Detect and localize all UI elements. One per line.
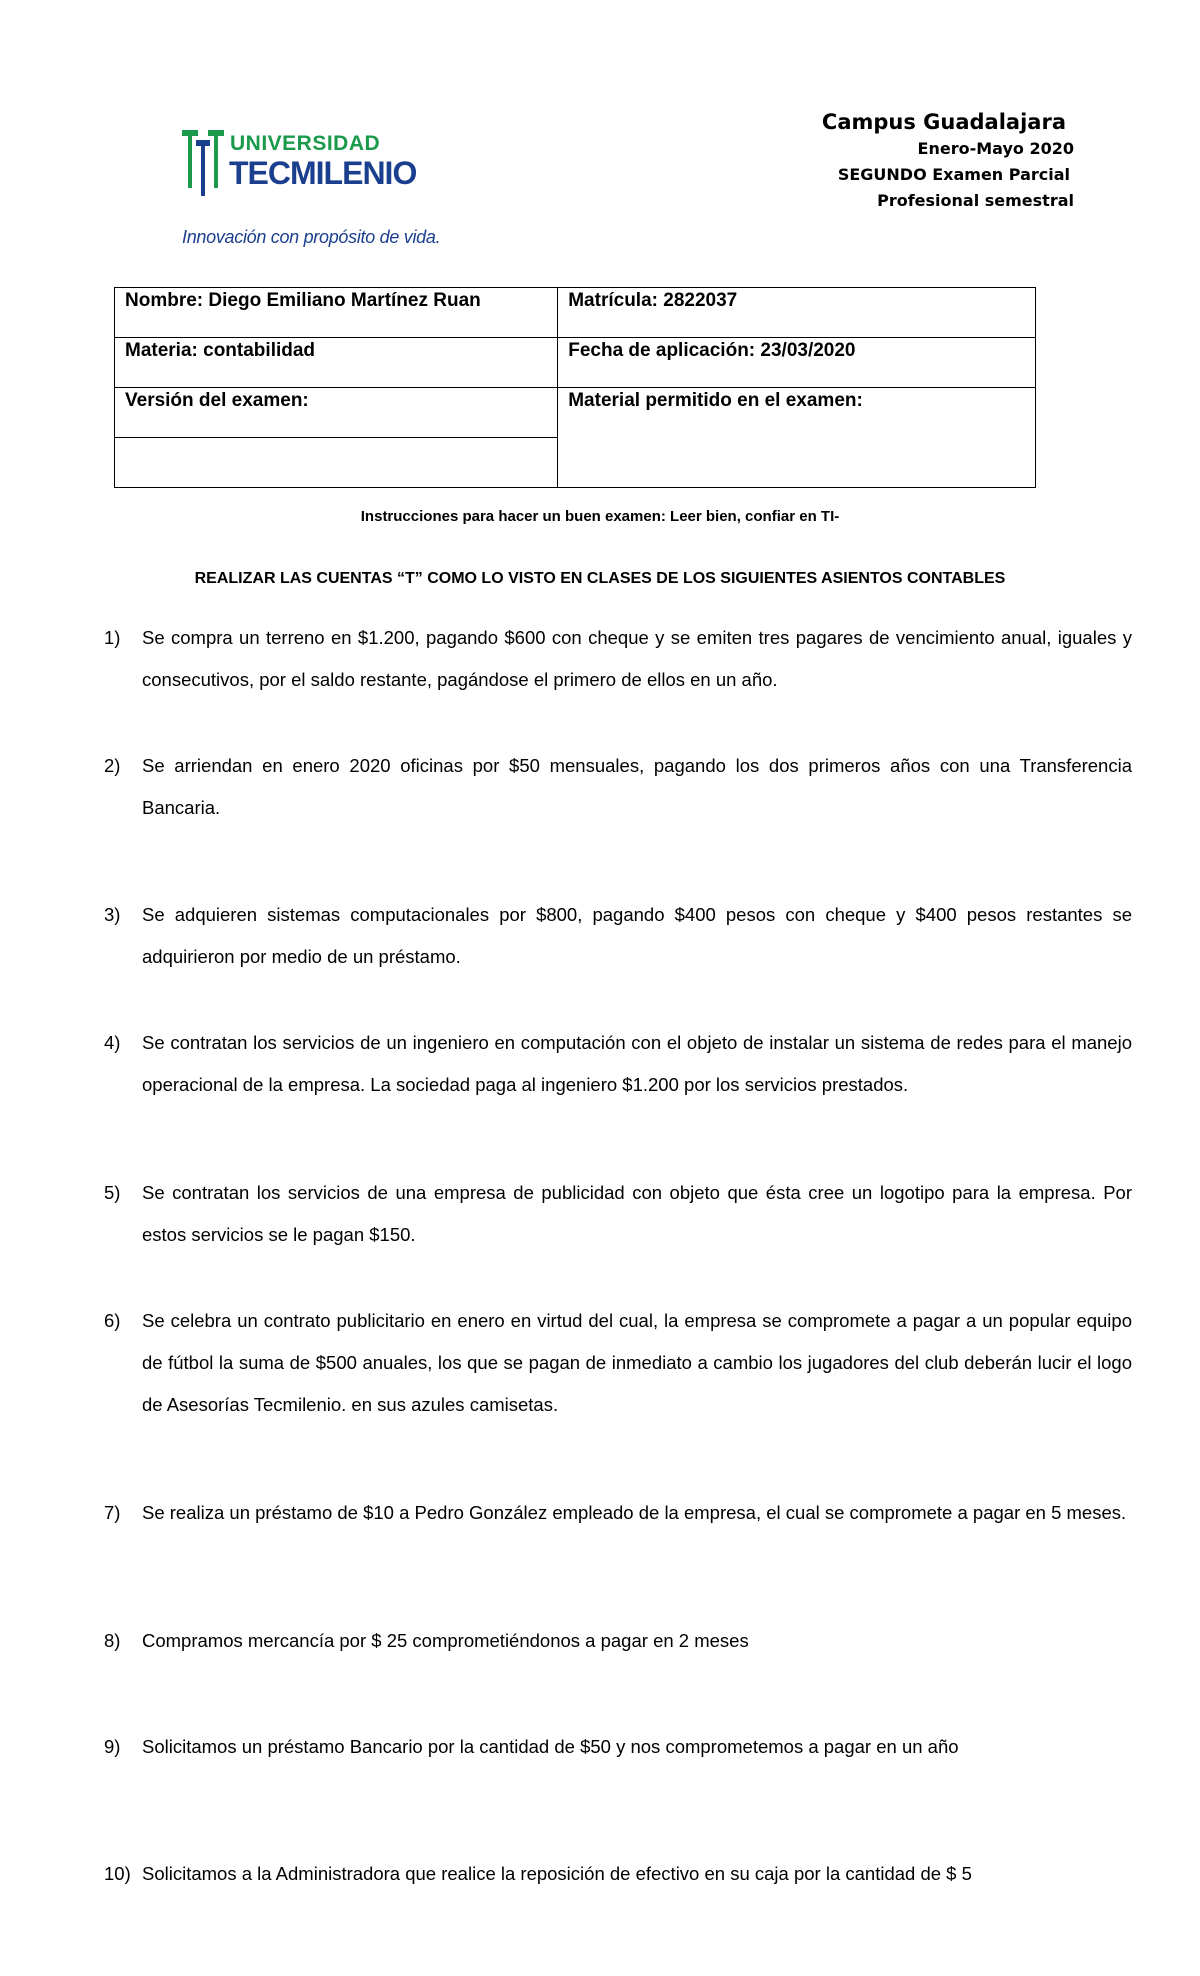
- subject-cell: Materia: contabilidad: [115, 338, 558, 388]
- student-name-cell: Nombre: Diego Emiliano Martínez Ruan: [115, 288, 558, 338]
- student-info-table: [114, 287, 1036, 488]
- item-text: Se realiza un préstamo de $10 a Pedro González empleado de la empresa, el cual se compromete a pagar en 5 meses.: [142, 1502, 1127, 1523]
- exam-header: [822, 108, 1074, 214]
- list-item: [104, 1492, 1132, 1534]
- item-number: 9): [104, 1736, 121, 1757]
- logo-text-tecmilenio: TECMILENIO: [229, 155, 417, 191]
- list-item: [104, 1300, 1132, 1426]
- item-number: 6): [104, 1310, 121, 1331]
- list-item: [104, 1853, 1132, 1895]
- campus-title: Campus Guadalajara: [821, 110, 1066, 134]
- exam-label: SEGUNDO Examen Parcial: [837, 165, 1070, 184]
- item-text: Se celebra un contrato publicitario en enero en virtud del cual, la empresa se compromete a pagar a un popular equipo de fútbol la suma de $500 anuales, los que se pagan de inmediato a cambio los jugadores del club deberán lucir el logo de Asesorías Tecmilenio. en sus azules camisetas.: [142, 1310, 1132, 1415]
- list-item: [104, 894, 1132, 978]
- tecmilenio-logo-icon: [180, 126, 226, 198]
- period-label: Enero-Mayo 2020: [917, 139, 1074, 158]
- list-item: [104, 1726, 1132, 1768]
- list-item: [104, 745, 1132, 829]
- item-text: Se contratan los servicios de un ingeniero en computación con el objeto de instalar un sistema de redes para el manejo operacional de la empresa. La sociedad paga al ingeniero $1.200 por los servicios prestados.: [142, 1032, 1132, 1095]
- item-text: Se contratan los servicios de una empresa de publicidad con objeto que ésta cree un logotipo para la empresa. Por estos servicios se le pagan $150.: [142, 1182, 1132, 1245]
- item-text: Solicitamos un préstamo Bancario por la cantidad de $50 y nos comprometemos a pagar en un año: [142, 1736, 959, 1757]
- program-label: Profesional semestral: [877, 191, 1074, 210]
- exam-version-value-cell[interactable]: [115, 438, 558, 488]
- section-heading: REALIZAR LAS CUENTAS “T” COMO LO VISTO EN CLASES DE LOS SIGUIENTES ASIENTOS CONTABLES: [194, 570, 1006, 587]
- university-logo: [180, 124, 441, 260]
- item-text: Se arriendan en enero 2020 oficinas por $50 mensuales, pagando los dos primeros años con una Transferencia Bancaria.: [142, 755, 1132, 818]
- item-number: 7): [104, 1502, 121, 1523]
- item-number: 8): [104, 1630, 121, 1651]
- list-item: [104, 1172, 1132, 1256]
- date-cell: Fecha de aplicación: 23/03/2020: [558, 338, 1036, 388]
- item-number: 3): [104, 904, 121, 925]
- list-item: [104, 617, 1132, 701]
- item-number: 1): [104, 627, 121, 648]
- student-id-cell: Matrícula: 2822037: [558, 288, 1036, 338]
- item-number: 5): [104, 1182, 121, 1203]
- item-text: Solicitamos a la Administradora que realice la reposición de efectivo en su caja por la cantidad de $ 5: [142, 1863, 972, 1884]
- exam-version-cell: Versión del examen:: [115, 388, 558, 438]
- list-item: [104, 1620, 1132, 1662]
- item-number: 10): [104, 1863, 131, 1884]
- item-text: Se adquieren sistemas computacionales por $800, pagando $400 pesos con cheque y $400 pesos restantes se adquirieron por medio de un préstamo.: [142, 904, 1132, 967]
- logo-text-universidad: UNIVERSIDAD: [230, 132, 381, 155]
- list-item: [104, 1022, 1132, 1106]
- allowed-material-cell: Material permitido en el examen:: [558, 388, 1036, 488]
- logo-tagline: Innovación con propósito de vida.: [182, 227, 441, 247]
- item-text: Se compra un terreno en $1.200, pagando $600 con cheque y se emiten tres pagares de vencimiento anual, iguales y consecutivos, por el saldo restante, pagándose el primero de ellos en un año.: [142, 627, 1132, 690]
- item-text: Compramos mercancía por $ 25 comprometiéndonos a pagar en 2 meses: [142, 1630, 749, 1651]
- item-number: 4): [104, 1032, 121, 1053]
- exam-instructions: Instrucciones para hacer un buen examen: Leer bien, confiar en TI-: [360, 508, 840, 525]
- item-number: 2): [104, 755, 121, 776]
